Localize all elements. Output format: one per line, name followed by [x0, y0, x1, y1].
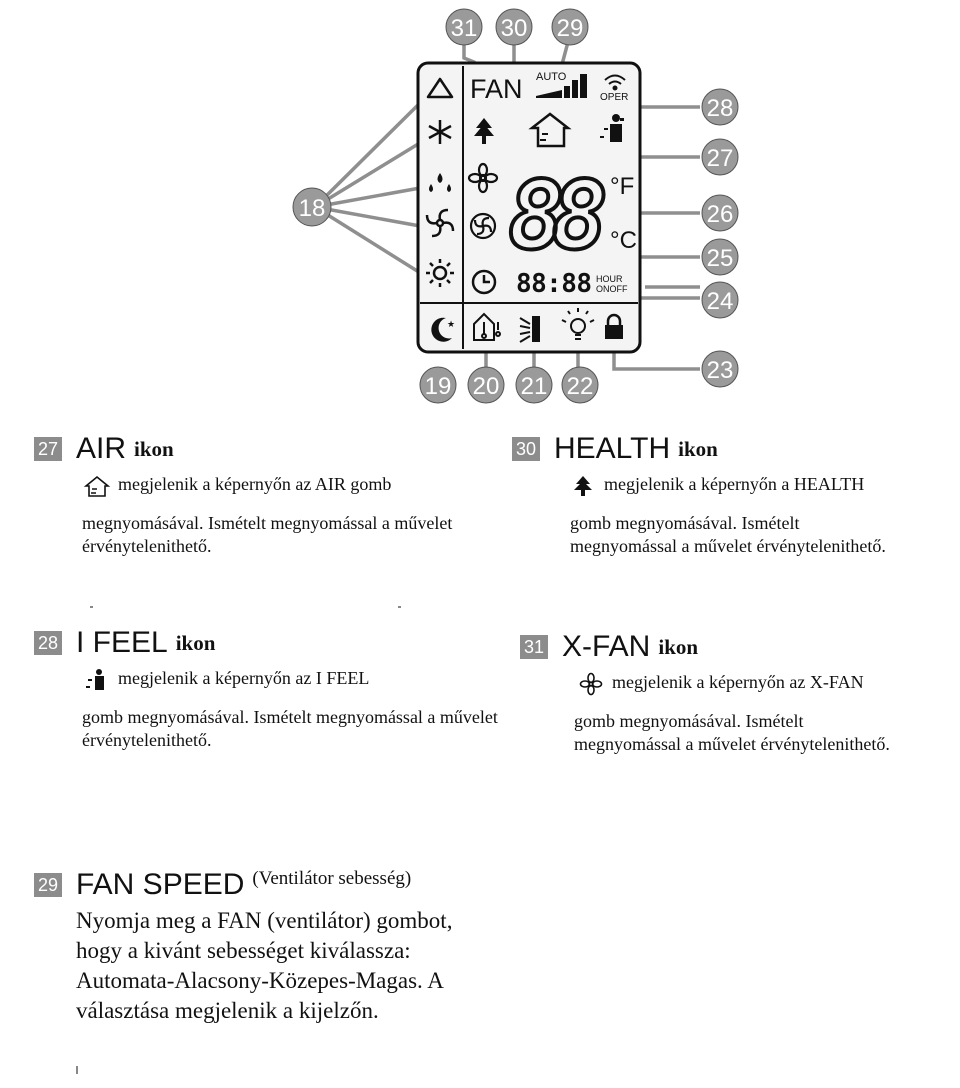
callout-26: [702, 195, 738, 231]
timer-digits: 88:88: [516, 269, 592, 299]
callout-23: [702, 351, 738, 387]
deg-c-label: °C: [610, 227, 637, 254]
fan-label: FAN: [470, 74, 523, 104]
ifeel-title: I FEEL: [76, 626, 168, 659]
section-fanspeed: [34, 868, 554, 1026]
svg-text:21: 21: [520, 373, 548, 400]
svg-text:26: 26: [706, 201, 734, 228]
xfan-icon: [576, 672, 606, 696]
health-title-suffix: ikon: [678, 436, 718, 461]
callout-18: [293, 188, 331, 226]
xfan-title-suffix: ikon: [658, 634, 699, 659]
svg-text:18: 18: [298, 195, 326, 222]
svg-text:22: 22: [566, 373, 594, 400]
air-line1: megjelenik a képernyőn az AIR gomb: [118, 474, 392, 495]
section-air: [34, 432, 484, 558]
callout-25: [702, 239, 738, 275]
callout-31: [446, 9, 482, 45]
callout-19: [420, 367, 456, 403]
xfan-line1: megjelenik a képernyőn az X-FAN: [612, 672, 864, 693]
ifeel-person-icon: [82, 668, 112, 692]
svg-text:23: 23: [706, 357, 734, 384]
callout-30: [496, 9, 532, 45]
svg-text:29: 29: [556, 15, 584, 42]
badge-30: 30: [512, 437, 540, 461]
callout-24: [702, 282, 738, 318]
air-body: megnyomásával. Ismételt megnyomással a művelet érvénytelenithető.: [82, 513, 453, 556]
oper-label: OPER: [600, 92, 629, 103]
section-xfan: [520, 630, 952, 756]
svg-text:19: 19: [424, 373, 452, 400]
fanspeed-title: FAN SPEED: [76, 868, 245, 901]
health-line1: megjelenik a képernyőn a HEALTH: [604, 474, 865, 495]
ifeel-line1: megjelenik a képernyőn az I FEEL: [118, 668, 370, 689]
callout-20: [468, 367, 504, 403]
ifeel-title-suffix: ikon: [175, 630, 216, 655]
xfan-title: X-FAN: [562, 630, 651, 663]
air-title-suffix: ikon: [134, 436, 174, 461]
auto-label: AUTO: [536, 71, 567, 83]
svg-text:24: 24: [706, 288, 734, 315]
badge-27: 27: [34, 437, 62, 461]
temperature-digits: 88: [508, 162, 608, 271]
health-title: HEALTH: [554, 432, 671, 465]
xfan-body: gomb megnyomásával. Ismételt megnyomással a művelet érvénytelenithető.: [574, 711, 890, 754]
svg-text:20: 20: [472, 373, 500, 400]
lcd-display-diagram: [0, 0, 960, 410]
deg-f-label: °F: [610, 173, 635, 200]
badge-29: 29: [34, 873, 62, 897]
ifeel-body: gomb megnyomásával. Ismételt megnyomással a művelet érvénytelenithető.: [82, 707, 498, 750]
badge-31: 31: [520, 635, 548, 659]
svg-text:25: 25: [706, 245, 734, 272]
svg-text:30: 30: [500, 15, 528, 42]
svg-text:28: 28: [706, 95, 734, 122]
section-ifeel: [34, 626, 504, 752]
hour-label: HOUR: [596, 274, 623, 284]
callout-29: [552, 9, 588, 45]
house-air-icon: [82, 474, 112, 498]
fanspeed-title-note: (Ventilátor sebesség): [252, 868, 412, 889]
svg-text:31: 31: [450, 15, 478, 42]
onoff-label: ONOFF: [596, 284, 628, 294]
callout-28: [702, 89, 738, 125]
health-body: gomb megnyomásával. Ismételt megnyomással a művelet érvénytelenithető.: [570, 513, 886, 556]
section-health: [512, 432, 952, 558]
callout-27: [702, 139, 738, 175]
callout-21: [516, 367, 552, 403]
badge-28: 28: [34, 631, 62, 655]
fanspeed-body: Nyomja meg a FAN (ventilátor) gombot, hogy a kivánt sebességet kiválassza: Automata-Alacsony-Közepes-Magas. A választása megjelenik a kijelzőn.: [76, 908, 453, 1023]
svg-text:27: 27: [706, 145, 734, 172]
tree-health-icon: [568, 474, 598, 498]
callout-22: [562, 367, 598, 403]
air-title: AIR: [76, 432, 127, 465]
svg-text:★: ★: [447, 319, 456, 329]
